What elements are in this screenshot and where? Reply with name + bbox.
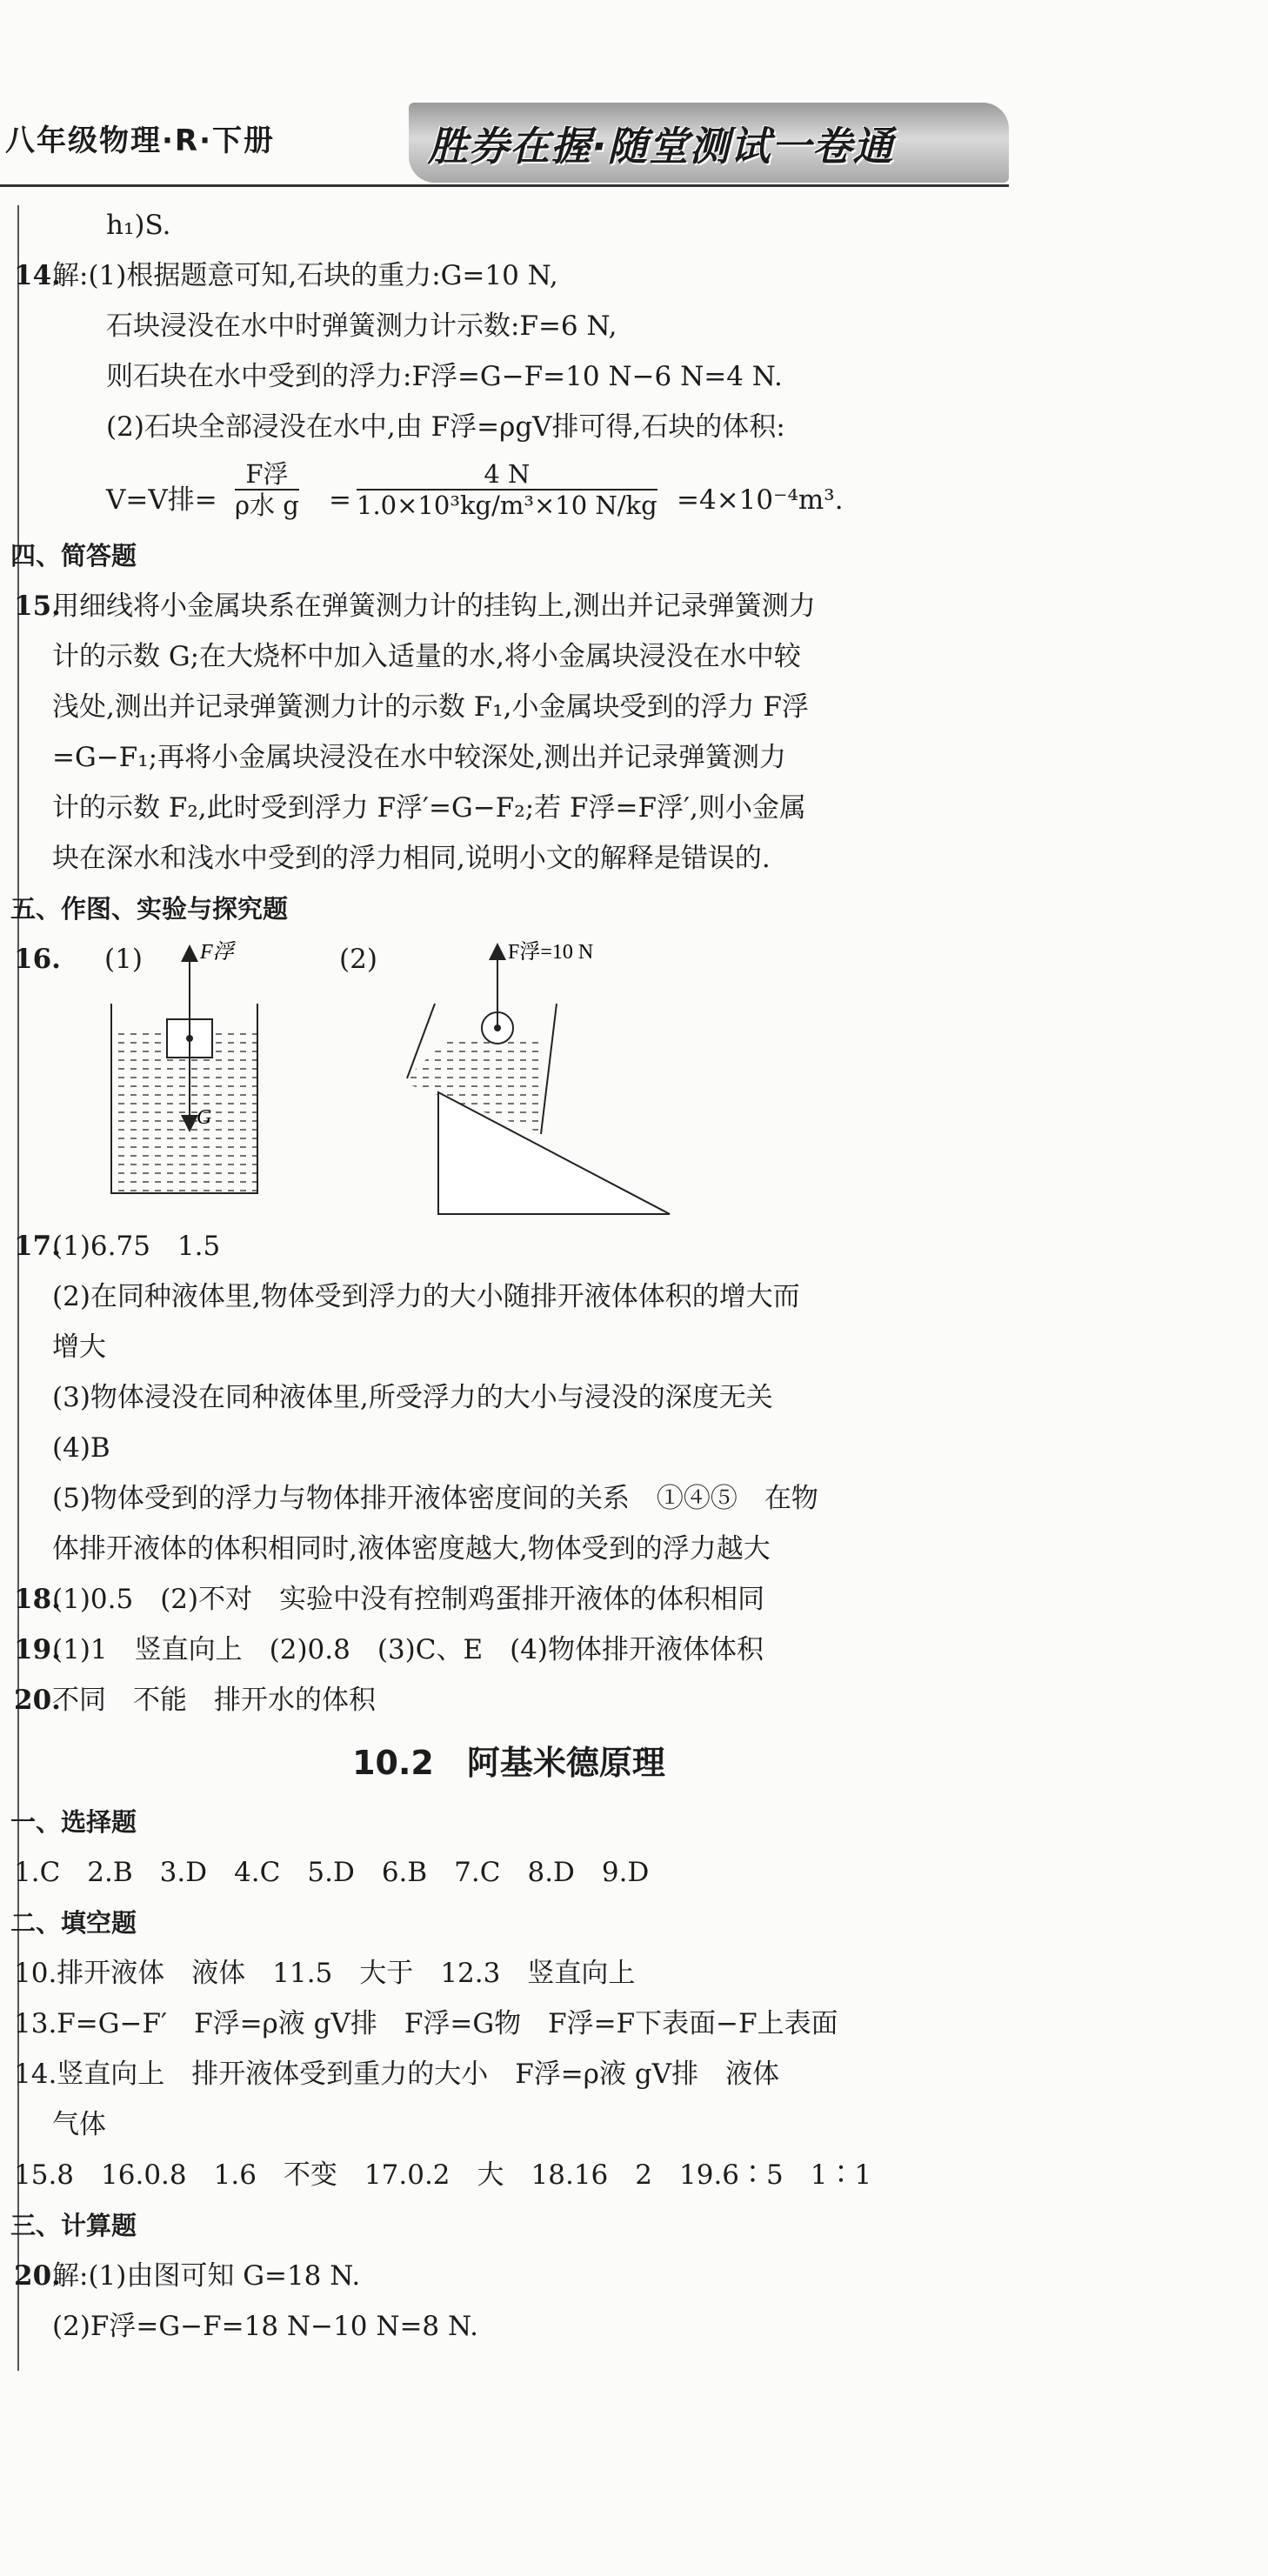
- text-line: 浅处,测出并记录弹簧测力计的示数 F₁,小金属块受到的浮力 F浮: [52, 691, 809, 723]
- section-heading: 五、作图、实验与探究题: [10, 894, 289, 924]
- answer-content: [10, 200, 1018, 2352]
- q16-figures: [14, 934, 1018, 1221]
- equals: =: [329, 484, 351, 516]
- buoyancy-label: F浮: [200, 941, 234, 964]
- page-header: [0, 103, 1009, 186]
- q20: [14, 1675, 1018, 1725]
- text-line: 体排开液体的体积相同时,液体密度越大,物体受到的浮力越大: [52, 1533, 771, 1565]
- incline-diagram: [402, 940, 670, 1214]
- q15: [14, 581, 1018, 631]
- numerator: F浮: [235, 459, 299, 491]
- text: (1)1 竖直向上 (2)0.8 (3)C、E (4)物体排开液体体积: [52, 1634, 764, 1665]
- buoyancy-label: F浮=10 N: [508, 941, 594, 964]
- book-title: 八年级物理·R·下册: [5, 123, 276, 158]
- q-number: 14.: [14, 260, 61, 291]
- beaker-diagram: [111, 940, 257, 1193]
- text: (1)6.75 1.5: [52, 1231, 221, 1262]
- section-heading: 二、填空题: [10, 1908, 137, 1938]
- q18: [14, 1574, 1018, 1625]
- fraction-1: [235, 459, 299, 520]
- text-line: 块在深水和浅水中受到的浮力相同,说明小文的解释是错误的.: [52, 843, 771, 874]
- text-line: (2)F浮=G−F=18 N−10 N=8 N.: [52, 2311, 478, 2342]
- text-line: (2)在同种液体里,物体受到浮力的大小随排开液体体积的增大而: [52, 1281, 800, 1312]
- fraction-2: [357, 459, 657, 520]
- q-number: 17.: [14, 1231, 61, 1262]
- force-diagrams: [104, 934, 765, 1221]
- q-number: 15.: [14, 591, 61, 622]
- text-line: 则石块在水中受到的浮力:F浮=G−F=10 N−6 N=4 N.: [106, 361, 783, 392]
- chapter-title: 10.2 阿基米德原理: [352, 1744, 665, 1782]
- q14: [14, 250, 1018, 301]
- section-heading: 一、选择题: [10, 1807, 137, 1837]
- numerator: 4 N: [357, 459, 657, 491]
- volume-formula: [52, 452, 1018, 531]
- formula-lhs: V=V排=: [106, 484, 217, 516]
- series-banner: [409, 103, 1009, 183]
- q-number: 18.: [14, 1584, 61, 1615]
- denominator: ρ水 g: [235, 491, 299, 520]
- text-line: 计的示数 G;在大烧杯中加入适量的水,将小金属块浸没在水中较: [52, 641, 801, 672]
- section-heading: 三、计算题: [10, 2211, 137, 2240]
- figure-label: (2): [339, 944, 377, 975]
- text-line: h₁)S.: [106, 210, 171, 241]
- fill-answers-4: 15.8 16.0.8 1.6 不变 17.0.2 大 18.16 2 19.6∶5 1∶1: [14, 2159, 872, 2191]
- calc-q20: [14, 2251, 1018, 2301]
- section-heading: 四、简答题: [10, 541, 137, 571]
- text-line: (4)B: [52, 1432, 110, 1464]
- formula-rhs: =4×10⁻⁴m³.: [677, 484, 844, 516]
- q-number: 20.: [14, 1685, 61, 1716]
- series-title: 胜券在握·随堂测试一卷通: [428, 123, 894, 170]
- q19: [14, 1625, 1018, 1675]
- text: (1)0.5 (2)不对 实验中没有控制鸡蛋排开液体的体积相同: [52, 1584, 765, 1615]
- q-number: 19.: [14, 1634, 61, 1665]
- q17: [14, 1221, 1018, 1271]
- text-line: 计的示数 F₂,此时受到浮力 F浮′=G−F₂;若 F浮=F浮′,则小金属: [52, 792, 806, 824]
- text: 不同 不能 排开水的体积: [52, 1685, 376, 1716]
- choice-answers: 1.C 2.B 3.D 4.C 5.D 6.B 7.C 8.D 9.D: [14, 1857, 650, 1888]
- text: 解:(1)由图可知 G=18 N.: [52, 2260, 361, 2292]
- text-line: 气体: [52, 2109, 106, 2140]
- text: 解:(1)根据题意可知,石块的重力:G=10 N,: [52, 260, 558, 291]
- header-rule: [0, 184, 1009, 187]
- q-number: 20.: [14, 2260, 61, 2292]
- fill-answers-3: 14.竖直向上 排开液体受到重力的大小 F浮=ρ液 gV排 液体: [14, 2059, 780, 2090]
- text-line: 石块浸没在水中时弹簧测力计示数:F=6 N,: [106, 310, 617, 342]
- text-line: (5)物体受到的浮力与物体排开液体密度间的关系 ①④⑤ 在物: [52, 1483, 818, 1514]
- text-line: (2)石块全部浸没在水中,由 F浮=ρgV排可得,石块的体积:: [106, 411, 785, 443]
- fill-answers-2: 13.F=G−F′ F浮=ρ液 gV排 F浮=G物 F浮=F下表面−F上表面: [14, 2008, 838, 2039]
- text-line: =G−F₁;再将小金属块浸没在水中较深处,测出并记录弹簧测力: [52, 742, 786, 773]
- gravity-label: G: [197, 1106, 212, 1129]
- text-line: 增大: [52, 1331, 106, 1363]
- q-number: 16.: [14, 944, 61, 975]
- denominator: 1.0×10³kg/m³×10 N/kg: [357, 491, 657, 520]
- text-line: (3)物体浸没在同种液体里,所受浮力的大小与浸没的深度无关: [52, 1382, 773, 1413]
- text: 用细线将小金属块系在弹簧测力计的挂钩上,测出并记录弹簧测力: [52, 591, 816, 622]
- figure-label: (1): [104, 944, 143, 975]
- fill-answers-1: 10.排开液体 液体 11.5 大于 12.3 竖直向上: [14, 1958, 636, 1989]
